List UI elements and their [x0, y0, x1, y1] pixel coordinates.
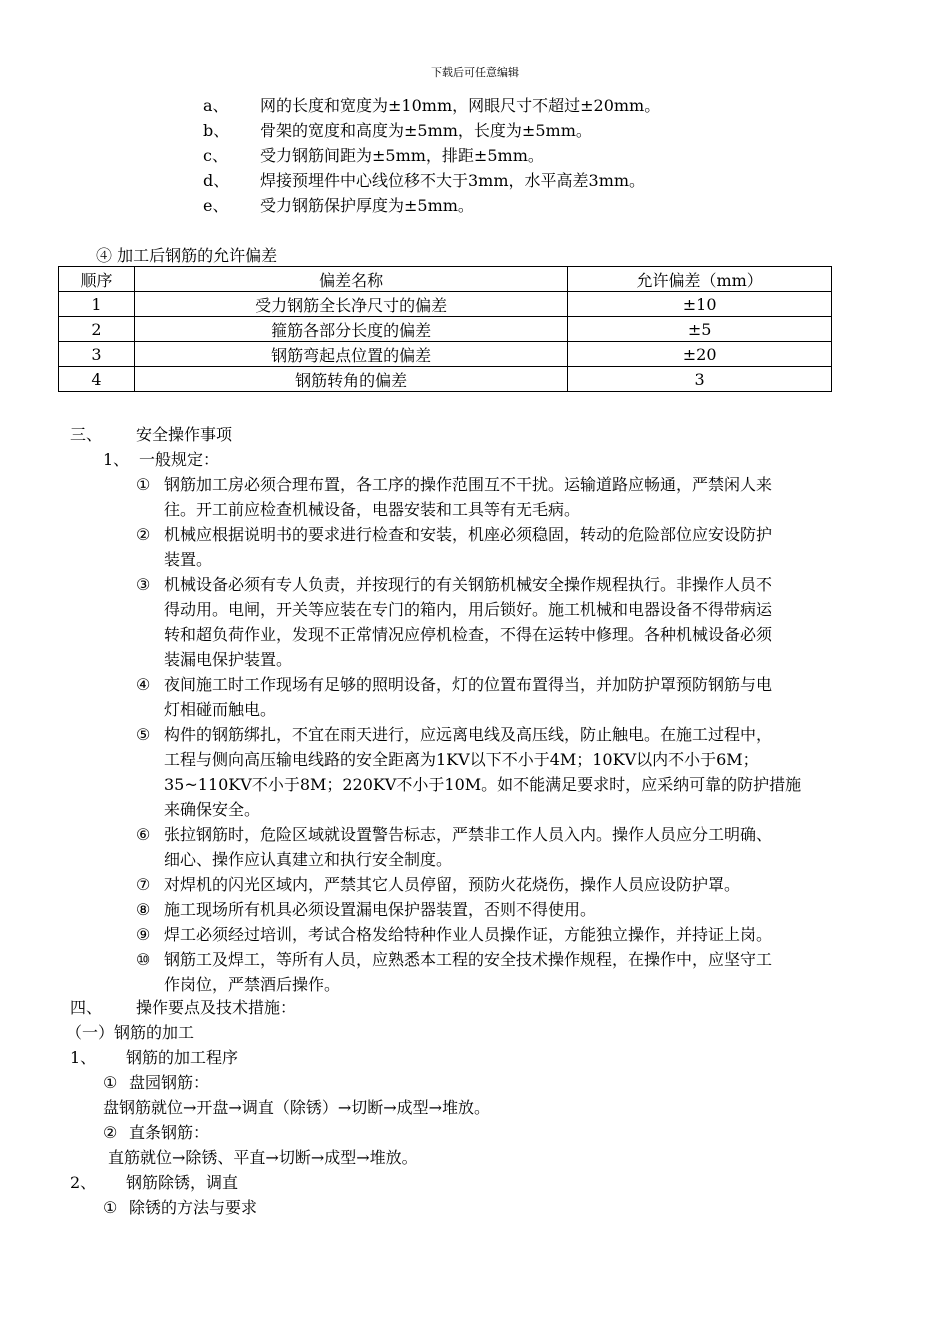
section-heading — [70, 995, 296, 1020]
safety-rule — [136, 872, 906, 897]
rule-marker: ⑧ — [136, 900, 151, 919]
rule-text-line: 机械应根据说明书的要求进行检查和安装，机座必须稳固，转动的危险部位应安设防护 — [164, 525, 773, 544]
tolerance-label: d、 — [203, 171, 230, 190]
rule-marker: ④ — [136, 675, 151, 694]
subsection-number: 1、 — [103, 450, 130, 469]
section-title: 操作要点及技术措施： — [136, 998, 297, 1017]
safety-rule — [136, 522, 906, 572]
table-cell: 2 — [59, 317, 135, 342]
safety-rule — [136, 822, 906, 872]
straight-heading — [103, 1120, 209, 1145]
tolerance-label: b、 — [203, 121, 230, 140]
rule-text-line: 夜间施工时工作现场有足够的照明设备，灯的位置布置得当，并加防护罩预防钢筋与电 — [164, 675, 773, 694]
rule-text-line: 工程与侧向高压输电线路的安全距离为1KV以下不小于4M；10KV以内不小于6M； — [164, 750, 759, 769]
rule-text-line: 得动用。电闸，开关等应装在专门的箱内，用后锁好。施工机械和电器设备不得带病运 — [164, 600, 773, 619]
section-heading — [70, 422, 232, 447]
rust-heading — [103, 1195, 257, 1220]
tolerance-text: 受力钢筋间距为±5mm，排距±5mm。 — [260, 146, 544, 165]
tolerance-text: 受力钢筋保护厚度为±5mm。 — [260, 196, 474, 215]
table-title: ④ 加工后钢筋的允许偏差 — [96, 246, 278, 265]
table-cell: 箍筋各部分长度的偏差 — [134, 317, 567, 342]
item-number: 1、 — [70, 1048, 97, 1067]
safety-rule — [136, 672, 906, 722]
table-row — [59, 367, 832, 392]
tolerance-item — [203, 143, 544, 168]
table-cell: ±10 — [568, 292, 832, 317]
rule-text-line: 机械设备必须有专人负责，并按现行的有关钢筋机械安全操作规程执行。非操作人员不 — [164, 575, 773, 594]
rule-text-line: 往。开工前应检查机械设备，电器安装和工具等有无毛病。 — [164, 500, 581, 519]
table-header-row — [59, 267, 832, 292]
rule-text-line: 作岗位，严禁酒后操作。 — [164, 975, 341, 994]
tolerance-table — [58, 266, 832, 392]
rule-text-line: 钢筋工及焊工，等所有人员，应熟悉本工程的安全技术操作规程，在操作中，应坚守工 — [164, 950, 773, 969]
table-cell: 4 — [59, 367, 135, 392]
safety-rule — [136, 472, 906, 522]
rule-text-line: 细心、操作应认真建立和执行安全制度。 — [164, 850, 453, 869]
rule-text-line: 35~110KV不小于8M；220KV不小于10M。如不能满足要求时，应采纳可靠的防护措施 — [164, 775, 802, 794]
column-header: 偏差名称 — [134, 267, 567, 292]
rule-marker: ⑩ — [136, 950, 151, 969]
rule-text-line: 来确保安全。 — [164, 800, 261, 819]
tolerance-text: 网的长度和宽度为±10mm，网眼尺寸不超过±20mm。 — [260, 96, 661, 115]
item-heading — [70, 1170, 238, 1195]
item-marker: ① — [103, 1198, 118, 1217]
column-header: 顺序 — [59, 267, 135, 292]
table-cell: 受力钢筋全长净尺寸的偏差 — [134, 292, 567, 317]
table-row — [59, 317, 832, 342]
item-marker: ② — [103, 1123, 118, 1142]
rule-marker: ⑥ — [136, 825, 151, 844]
rule-text-line: 焊工必须经过培训，考试合格发给特种作业人员操作证，方能独立操作，并持证上岗。 — [164, 925, 773, 944]
safety-rule — [136, 722, 906, 822]
tolerance-item — [203, 168, 645, 193]
table-cell: ±5 — [568, 317, 832, 342]
rule-marker: ② — [136, 525, 151, 544]
safety-rule — [136, 897, 906, 922]
tolerance-label: e、 — [203, 196, 229, 215]
tolerance-text: 骨架的宽度和高度为±5mm，长度为±5mm。 — [260, 121, 592, 140]
coil-flow: 盘钢筋就位→开盘→调直（除锈）→切断→成型→堆放。 — [103, 1098, 491, 1117]
straight-flow: 直筋就位→除锈、平直→切断→成型→堆放。 — [108, 1148, 418, 1167]
table-row — [59, 342, 832, 367]
page-header: 下载后可任意编辑 — [431, 66, 519, 79]
rule-text-line: 钢筋加工房必须合理布置，各工序的操作范围互不干扰。运输道路应畅通，严禁闲人来 — [164, 475, 773, 494]
rule-marker: ③ — [136, 575, 151, 594]
subsection-heading: （一）钢筋的加工 — [66, 1023, 195, 1042]
table-cell: ±20 — [568, 342, 832, 367]
rule-marker: ⑦ — [136, 875, 151, 894]
table-cell: 1 — [59, 292, 135, 317]
tolerance-item — [203, 193, 474, 218]
table-cell: 3 — [568, 367, 832, 392]
tolerance-label: c、 — [203, 146, 228, 165]
rule-marker: ① — [136, 475, 151, 494]
rule-marker: ⑤ — [136, 725, 151, 744]
safety-rule — [136, 922, 906, 947]
tolerance-item — [203, 118, 592, 143]
rule-text-line: 转和超负荷作业，发现不正常情况应停机检查，不得在运转中修理。各种机械设备必须 — [164, 625, 773, 644]
rust-title: 除锈的方法与要求 — [129, 1198, 258, 1217]
rule-text-line: 装置。 — [164, 550, 213, 569]
rule-text-line: 灯相碰而触电。 — [164, 700, 277, 719]
rule-text-line: 施工现场所有机具必须设置漏电保护器装置，否则不得使用。 — [164, 900, 597, 919]
tolerance-label: a、 — [203, 96, 229, 115]
tolerance-item — [203, 93, 660, 118]
coil-title: 盘园钢筋： — [129, 1073, 210, 1092]
item-title: 钢筋除锈，调直 — [126, 1173, 239, 1192]
tolerance-text: 焊接预埋件中心线位移不大于3mm，水平高差3mm。 — [260, 171, 646, 190]
table-cell: 钢筋转角的偏差 — [134, 367, 567, 392]
item-number: 2、 — [70, 1173, 97, 1192]
table-cell: 钢筋弯起点位置的偏差 — [134, 342, 567, 367]
subsection-heading — [103, 447, 219, 472]
subsection-title: 一般规定： — [139, 450, 220, 469]
item-heading — [70, 1045, 238, 1070]
section-number: 四、 — [70, 998, 103, 1017]
table-row — [59, 292, 832, 317]
rule-marker: ⑨ — [136, 925, 151, 944]
section-number: 三、 — [70, 425, 103, 444]
item-marker: ① — [103, 1073, 118, 1092]
section-title: 安全操作事项 — [136, 425, 233, 444]
rule-text-line: 张拉钢筋时，危险区域就设置警告标志，严禁非工作人员入内。操作人员应分工明确、 — [164, 825, 773, 844]
column-header: 允许偏差（mm） — [568, 267, 832, 292]
item-title: 钢筋的加工程序 — [126, 1048, 239, 1067]
safety-rule — [136, 947, 906, 997]
rule-text-line: 装漏电保护装置。 — [164, 650, 293, 669]
rule-text-line: 构件的钢筋绑扎，不宜在雨天进行，应远离电线及高压线，防止触电。在施工过程中， — [164, 725, 773, 744]
table-cell: 3 — [59, 342, 135, 367]
straight-title: 直条钢筋： — [129, 1123, 210, 1142]
rule-text-line: 对焊机的闪光区域内，严禁其它人员停留，预防火花烧伤，操作人员应设防护罩。 — [164, 875, 741, 894]
coil-heading — [103, 1070, 209, 1095]
safety-rule — [136, 572, 906, 672]
